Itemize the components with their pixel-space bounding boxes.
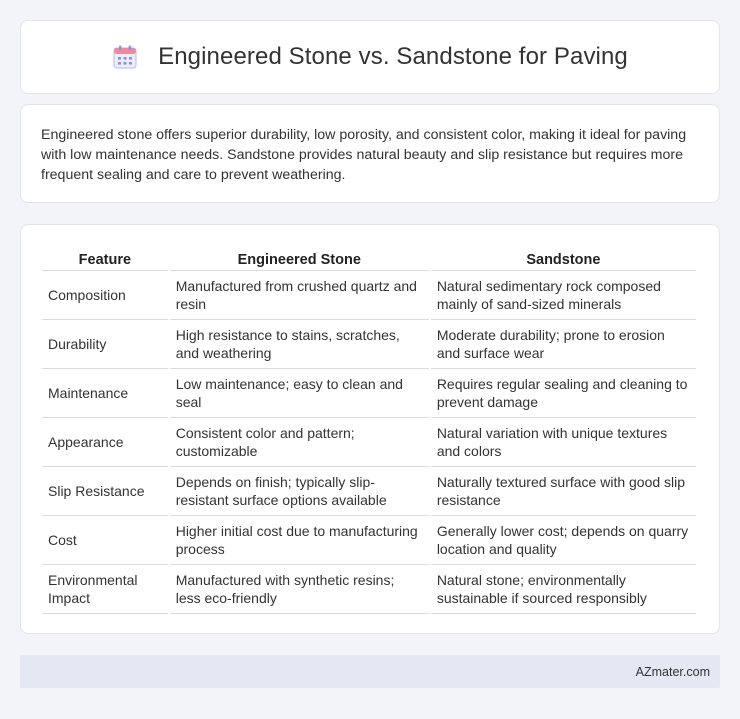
feature-cell: Environmental Impact [42, 565, 168, 614]
table-row [42, 271, 696, 320]
engineered-stone-cell: Manufactured from crushed quartz and resin [170, 271, 429, 320]
table-row [42, 369, 696, 418]
engineered-stone-cell: High resistance to stains, scratches, and weathering [170, 320, 429, 369]
comparison-card [20, 224, 720, 634]
header-engineered-stone: Engineered Stone [170, 245, 429, 271]
calendar-icon [112, 44, 138, 70]
table-row [42, 467, 696, 516]
summary-text: Engineered stone offers superior durability, low porosity, and consistent color, making it ideal for paving with low maintenance needs. Sandstone provides natural beauty and slip resistance but requires more frequent sealing and care to prevent weathering. [41, 127, 687, 183]
engineered-stone-cell: Low maintenance; easy to clean and seal [170, 369, 429, 418]
comparison-table [40, 245, 698, 614]
engineered-stone-cell: Consistent color and pattern; customizable [170, 418, 429, 467]
feature-cell: Appearance [42, 418, 168, 467]
summary-card [20, 104, 720, 203]
table-row [42, 418, 696, 467]
sandstone-cell: Requires regular sealing and cleaning to prevent damage [431, 369, 696, 418]
engineered-stone-cell: Manufactured with synthetic resins; less eco-friendly [170, 565, 429, 614]
engineered-stone-cell: Depends on finish; typically slip-resistant surface options available [170, 467, 429, 516]
table-row [42, 565, 696, 614]
header-sandstone: Sandstone [431, 245, 696, 271]
feature-cell: Cost [42, 516, 168, 565]
table-row [42, 516, 696, 565]
feature-cell: Composition [42, 271, 168, 320]
engineered-stone-cell: Higher initial cost due to manufacturing process [170, 516, 429, 565]
sandstone-cell: Moderate durability; prone to erosion and surface wear [431, 320, 696, 369]
feature-cell: Maintenance [42, 369, 168, 418]
title-wrap [112, 43, 628, 71]
sandstone-cell: Natural sedimentary rock composed mainly of sand-sized minerals [431, 271, 696, 320]
feature-cell: Durability [42, 320, 168, 369]
footer-brand: AZmater.com [635, 664, 710, 679]
page-title: Engineered Stone vs. Sandstone for Paving [158, 43, 628, 70]
feature-cell: Slip Resistance [42, 467, 168, 516]
table-header-row [42, 245, 696, 271]
sandstone-cell: Natural variation with unique textures and colors [431, 418, 696, 467]
sandstone-cell: Generally lower cost; depends on quarry location and quality [431, 516, 696, 565]
sandstone-cell: Naturally textured surface with good slip resistance [431, 467, 696, 516]
title-card [20, 20, 720, 94]
table-row [42, 320, 696, 369]
header-feature: Feature [42, 245, 168, 271]
sandstone-cell: Natural stone; environmentally sustainable if sourced responsibly [431, 565, 696, 614]
footer [20, 655, 720, 688]
